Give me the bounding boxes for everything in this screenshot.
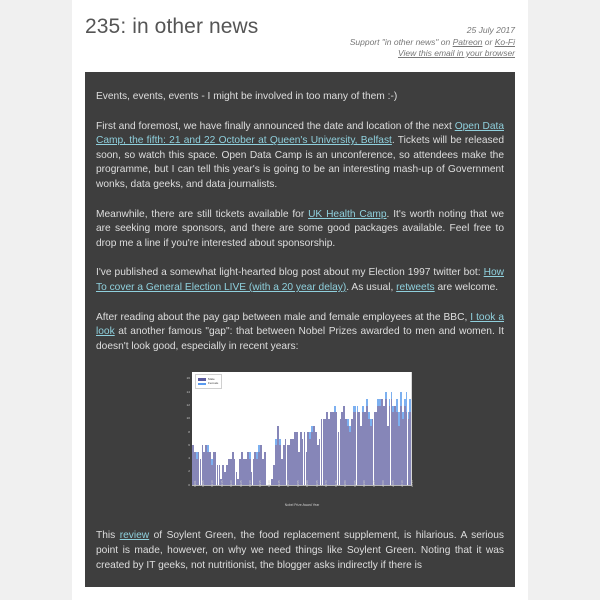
paragraph-list-after — [85, 511, 515, 573]
support-prefix-text: Support "in other news" on — [349, 36, 453, 47]
y-tick-label: 6 — [188, 442, 190, 447]
body-link[interactable]: retweets — [396, 281, 435, 293]
legend-swatch-female-icon — [198, 383, 206, 386]
chart-y-ticks — [180, 372, 191, 485]
y-tick-label: 4 — [188, 456, 190, 461]
x-tick-label: 1995 — [371, 480, 376, 488]
y-tick-label: 12 — [186, 402, 190, 407]
chart-legend — [195, 374, 222, 389]
y-tick-label: 8 — [188, 429, 190, 434]
body-text: This — [96, 530, 120, 542]
chart-x-axis-label: Nobel Prize Award Year — [284, 503, 320, 508]
patreon-link[interactable]: Patreon — [452, 36, 483, 47]
chart-x-ticks — [192, 480, 414, 503]
or-text: or — [482, 36, 495, 47]
body-text: at another famous "gap": that between Nobel Prizes awarded to men and women. It doesn't look good, especially in recent years: — [96, 326, 504, 352]
x-tick-label: 1985 — [352, 480, 357, 488]
bar-male — [409, 412, 411, 485]
chart-bar-group — [409, 372, 411, 485]
paragraph-soylent-green — [85, 511, 515, 573]
view-in-browser-link[interactable]: View this email in your browser — [398, 48, 515, 58]
body-text: . It's worth noting that we are seeking more sponsors, and there are some good packages available. Feel free to drop me a line if you're interested about sponsorship. — [96, 208, 504, 249]
body-text: I've published a somewhat light-hearted blog post about my Election 1997 twitter bot: — [96, 267, 484, 279]
x-tick-label: 1910 — [210, 480, 215, 488]
x-tick-label: 1990 — [362, 480, 367, 488]
body-text: of Soylent Green, the food replacement supplement, is hilarious. A serious point is made, however, on why we need things like Soylent Green. Noting that it was created by IT geeks, not nutritionist, the blogger asks indirectly if there is — [96, 530, 504, 571]
x-tick-label: 1960 — [305, 480, 310, 488]
y-tick-label: 0 — [188, 482, 190, 487]
body-link[interactable]: review — [119, 530, 150, 542]
x-tick-label: 1935 — [257, 480, 262, 488]
y-tick-label: 14 — [186, 389, 190, 394]
view-in-browser-line — [350, 48, 515, 60]
y-tick-label: 2 — [188, 469, 190, 474]
body-text: First and foremost, we have finally announced the date and location of the next — [96, 120, 455, 132]
legend-swatch-male-icon — [198, 378, 206, 381]
body-link[interactable]: Open Data Camp, the fifth: 21 and 22 October at Queen's University, Belfast — [96, 120, 504, 147]
email-body-panel — [85, 72, 515, 587]
x-tick-label: 1920 — [229, 480, 234, 488]
x-tick-label: 1965 — [314, 480, 319, 488]
body-text: After reading about the pay gap between male and female employees at the BBC, — [96, 311, 471, 323]
paragraph-election-bot — [85, 251, 515, 295]
kofi-link[interactable]: Ko-Fi — [494, 36, 515, 47]
body-text: . Tickets will be released soon, so watch this space. Open Data Camp is an unconference, so attendees make the programme, but I can tell this year's is going to be an interesting mash-up of Government wonks, data geeks, and data journalists. — [96, 135, 504, 190]
body-text: Events, events, events - I might be involved in too many of them :-) — [96, 91, 398, 102]
issue-date: 25 July 2017 — [466, 25, 515, 35]
x-tick-label: 1975 — [333, 480, 338, 488]
x-tick-label: 1945 — [276, 480, 281, 488]
x-tick-label: 1905 — [200, 480, 205, 488]
page-title: 235: in other news — [85, 15, 259, 38]
support-line — [350, 37, 515, 49]
body-text: . As usual, — [346, 281, 397, 293]
paragraph-open-data-camp — [85, 105, 515, 193]
paragraph-list — [85, 72, 515, 354]
body-link[interactable]: I took a look — [96, 311, 504, 338]
x-tick-label: 2015 — [409, 480, 414, 488]
x-tick-label: 1915 — [219, 480, 224, 488]
legend-label-male: Male — [208, 376, 215, 381]
x-tick-label: 1930 — [248, 480, 253, 488]
chart-bars — [192, 372, 411, 485]
email-header — [72, 0, 528, 72]
x-tick-label: 2000 — [381, 480, 386, 488]
y-tick-label: 16 — [186, 376, 190, 381]
x-tick-label: 1901 — [193, 480, 198, 488]
paragraph-nobel-gap — [85, 296, 515, 355]
paragraph-intro — [85, 72, 515, 105]
header-meta — [350, 25, 515, 60]
body-link[interactable]: UK Health Camp — [308, 208, 387, 220]
email-card — [72, 0, 528, 600]
body-text: Meanwhile, there are still tickets available for — [96, 208, 309, 220]
paragraph-uk-health-camp — [85, 193, 515, 252]
x-tick-label: 1955 — [295, 480, 300, 488]
body-text: are welcome. — [434, 281, 499, 293]
chart-inner — [180, 368, 420, 511]
body-link[interactable]: How To cover a General Election LIVE (with a 20 year delay) — [96, 267, 504, 293]
x-tick-label: 1970 — [324, 480, 329, 488]
nobel-prize-chart — [180, 368, 420, 511]
x-tick-label: 2005 — [390, 480, 395, 488]
x-tick-label: 2010 — [400, 480, 405, 488]
y-tick-label: 10 — [186, 416, 190, 421]
x-tick-label: 1950 — [286, 480, 291, 488]
legend-label-female: Female — [208, 381, 219, 386]
bar-female — [409, 399, 411, 412]
x-tick-label: 1925 — [238, 480, 243, 488]
legend-item-female — [198, 382, 218, 386]
x-tick-label: 1980 — [343, 480, 348, 488]
x-tick-label: 1940 — [267, 480, 272, 488]
chart-plot-area — [192, 372, 412, 485]
